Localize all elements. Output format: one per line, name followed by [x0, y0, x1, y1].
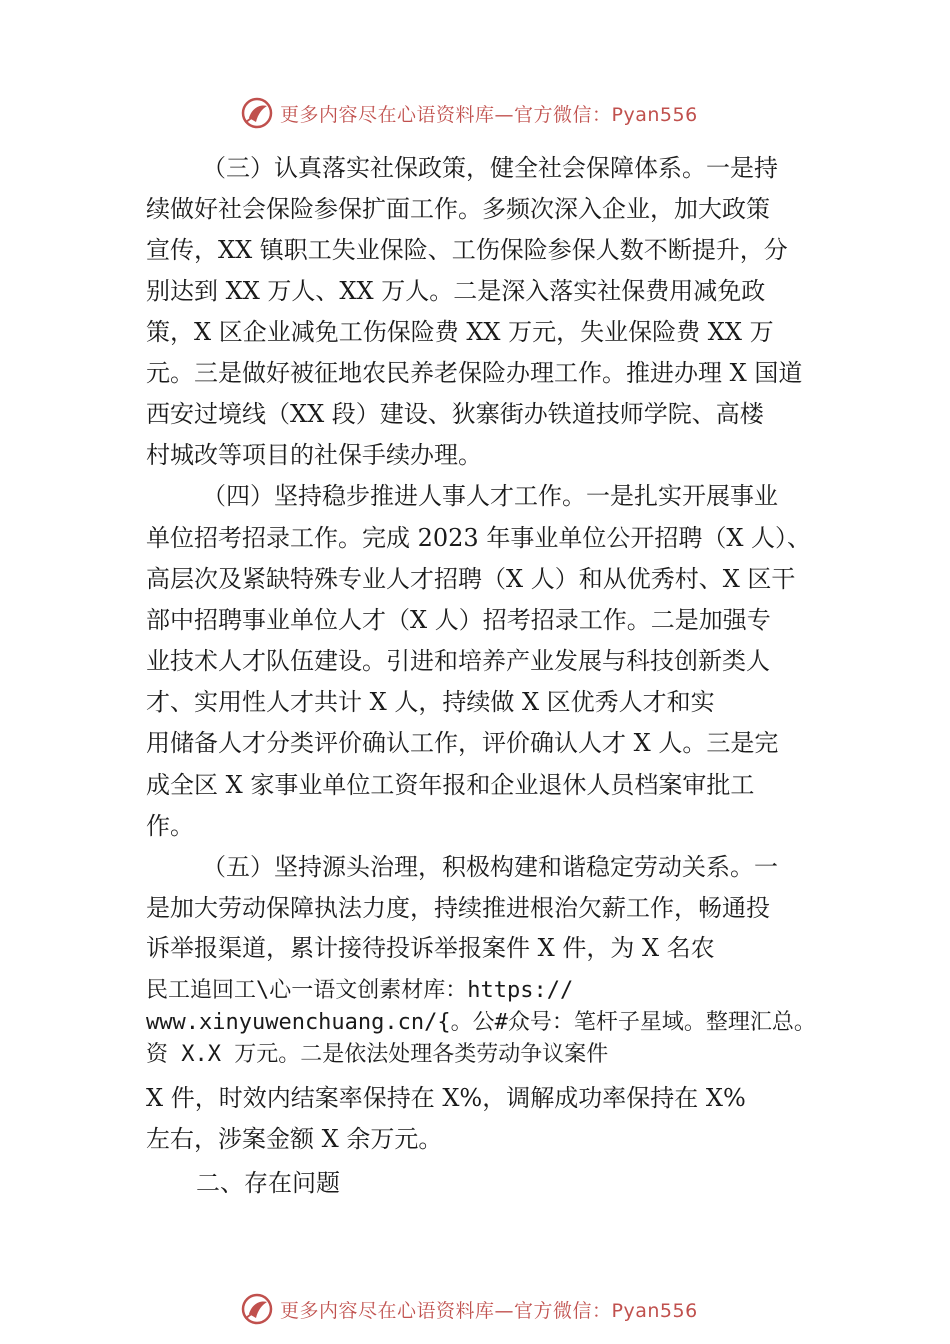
watermark-header — [240, 96, 740, 130]
watermark-text: 更多内容尽在心语资料库—官方微信：Pyan556 — [280, 103, 698, 126]
text-line: 元。三是做好被征地农民养老保险办理工作。推进办理 X 国道 — [146, 359, 803, 387]
text-line: 资 X.X 万元。二是依法处理各类劳动争议案件 — [146, 1042, 609, 1067]
text-line: 才、实用性人才共计 X 人，持续做 X 区优秀人才和实 — [146, 688, 715, 716]
text-line: 诉举报渠道，累计接待投诉举报案件 X 件，为 X 名农 — [146, 934, 715, 962]
text-line: 别达到 XX 万人、XX 万人。二是深入落实社保费用减免政 — [146, 277, 766, 305]
text-line: www.xinyuwenchuang.cn/{。公#众号：笔杆子星域。整理汇总。 — [146, 1010, 816, 1035]
text-line: 宣传，XX 镇职工失业保险、工伤保险参保人数不断提升，分 — [146, 236, 788, 264]
text-line: 西安过境线（XX 段）建设、狄寨街办铁道技师学院、高楼 — [146, 400, 764, 428]
text-line: 业技术人才队伍建设。引进和培养产业发展与科技创新类人 — [146, 647, 770, 675]
watermark-footer — [240, 1292, 740, 1326]
text-line: （三）认真落实社保政策，健全社会保障体系。一是持 — [202, 154, 778, 182]
text-line: 部中招聘事业单位人才（X 人）招考招录工作。二是加强专 — [146, 606, 771, 634]
seal-logo-icon — [240, 96, 274, 130]
watermark-text: 更多内容尽在心语资料库—官方微信：Pyan556 — [280, 1299, 698, 1322]
text-line: 作。 — [146, 812, 194, 840]
text-line: 成全区 X 家事业单位工资年报和企业退休人员档案审批工 — [146, 771, 755, 799]
text-line: 单位招考招录工作。完成 2023 年事业单位公开招聘（X 人）、 — [146, 524, 812, 552]
text-line: （四）坚持稳步推进人事人才工作。一是扎实开展事业 — [202, 482, 778, 510]
text-line: 左右，涉案金额 X 余万元。 — [146, 1125, 443, 1153]
text-line: 续做好社会保险参保扩面工作。多频次深入企业，加大政策 — [146, 195, 770, 223]
text-line: 村城改等项目的社保手续办理。 — [146, 441, 482, 469]
text-line: 用储备人才分类评价确认工作，评价确认人才 X 人。三是完 — [146, 729, 779, 757]
seal-logo-icon — [240, 1292, 274, 1326]
text-line: 策，X 区企业减免工伤保险费 XX 万元，失业保险费 XX 万 — [146, 318, 774, 346]
text-line: 高层次及紧缺特殊专业人才招聘（X 人）和从优秀村、X 区干 — [146, 565, 796, 593]
text-line: X 件，时效内结案率保持在 X%，调解成功率保持在 X% — [146, 1084, 746, 1112]
text-line: 民工追回工\心一语文创素材库：https:// — [146, 978, 574, 1003]
text-line: 是加大劳动保障执法力度，持续推进根治欠薪工作，畅通投 — [146, 894, 770, 922]
section-heading: 二、存在问题 — [196, 1169, 340, 1197]
text-line: （五）坚持源头治理，积极构建和谐稳定劳动关系。一 — [202, 853, 778, 881]
